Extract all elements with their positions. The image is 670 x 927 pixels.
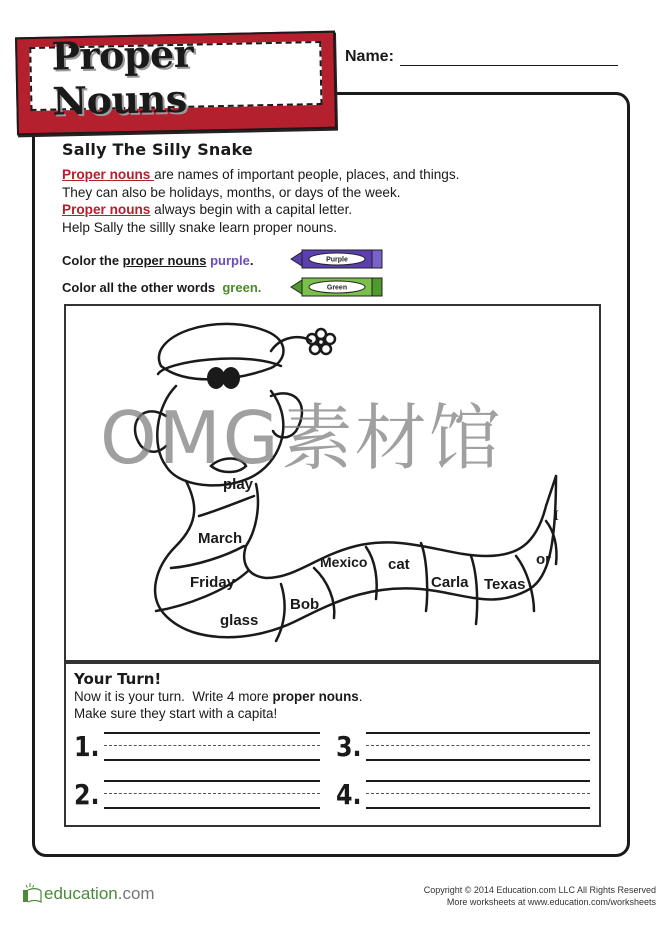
snake-word-play: play [223, 476, 254, 493]
purple-word: purple [210, 253, 250, 268]
instruction-text: Color the [62, 253, 123, 268]
logo-suffix: .com [117, 884, 155, 903]
education-logo[interactable] [20, 882, 155, 906]
snake-illustration-icon [66, 306, 601, 662]
snake-word-march: March [198, 530, 243, 547]
green-crayon-icon [290, 277, 384, 297]
your-turn-text-span: Now it is your turn. Write 4 more [74, 689, 273, 704]
answer-3 [336, 730, 590, 763]
answer-number: 2. [74, 778, 100, 811]
intro-line-2 [62, 184, 459, 202]
snake-word-carla: Carla [431, 574, 469, 591]
intro-text-span: always begin with a capital letter. [150, 202, 353, 217]
svg-text:Purple: Purple [326, 256, 348, 264]
snake-word-friday: Friday [190, 574, 236, 591]
answer-4-input[interactable] [366, 780, 590, 810]
more-worksheets-link[interactable]: More worksheets at www.education.com/worksheets [446, 897, 656, 907]
snake-word-mexico: Mexico [320, 554, 368, 570]
snake-word-or: or [536, 551, 551, 568]
instruction-text: . [249, 253, 254, 268]
section-title: Sally The Silly Snake [62, 140, 253, 159]
answer-number: 1. [74, 730, 100, 763]
answer-3-input[interactable] [366, 732, 590, 762]
answer-number: 3. [336, 730, 362, 763]
your-turn-text-span: . [358, 689, 363, 704]
your-turn-title: Your Turn! [74, 670, 162, 688]
answer-2-input[interactable] [104, 780, 320, 810]
name-input-line[interactable] [400, 49, 618, 66]
title-banner [15, 31, 337, 136]
instruction-underlined: proper nouns [122, 253, 207, 268]
proper-nouns-highlight: Proper nouns [62, 202, 151, 217]
footer-copyright [424, 884, 656, 908]
page-title: Proper Nouns [50, 30, 194, 124]
answer-1-input[interactable] [104, 732, 320, 762]
snake-word-texas: Texas [484, 576, 526, 593]
snake-word-cat: cat [388, 556, 410, 573]
your-turn-section [64, 662, 601, 827]
snake-word-i: I [553, 508, 559, 524]
answer-1 [74, 730, 320, 763]
your-turn-line-2: Make sure they start with a capita! [74, 706, 278, 721]
copyright-text: Copyright © 2014 Education.com LLC All Rights Reserved [423, 885, 656, 895]
green-word: green. [222, 280, 262, 295]
name-field [345, 48, 618, 66]
answer-number: 4. [336, 778, 362, 811]
svg-text:Green: Green [326, 284, 348, 292]
intro-text [62, 166, 459, 236]
intro-line-3 [62, 201, 459, 219]
name-label: Name: [345, 48, 394, 65]
purple-crayon-icon [290, 249, 384, 269]
answer-2 [74, 778, 320, 811]
intro-text-span: are names of important people, places, and things. [154, 167, 460, 182]
snake-word-glass: glass [220, 612, 259, 629]
intro-line-4 [62, 219, 459, 237]
intro-text-span: Help Sally the sillly snake learn proper nouns. [62, 219, 338, 235]
instruction-text: Color all the other words [62, 280, 223, 295]
instruction-purple [62, 253, 253, 268]
logo-text: education [44, 884, 118, 903]
proper-nouns-highlight: Proper nouns [62, 167, 155, 182]
your-turn-bold: proper nouns [272, 689, 359, 704]
snake-word-bob: Bob [290, 596, 320, 613]
book-icon [20, 882, 44, 906]
answer-4 [336, 778, 590, 811]
intro-text-span: They can also be holidays, months, or days of the week. [62, 184, 401, 200]
title-inner-box [29, 30, 322, 124]
your-turn-text [74, 688, 362, 722]
watermark: OMG素材馆 [100, 396, 503, 480]
instruction-green [62, 280, 261, 295]
intro-line-1 [62, 166, 459, 184]
